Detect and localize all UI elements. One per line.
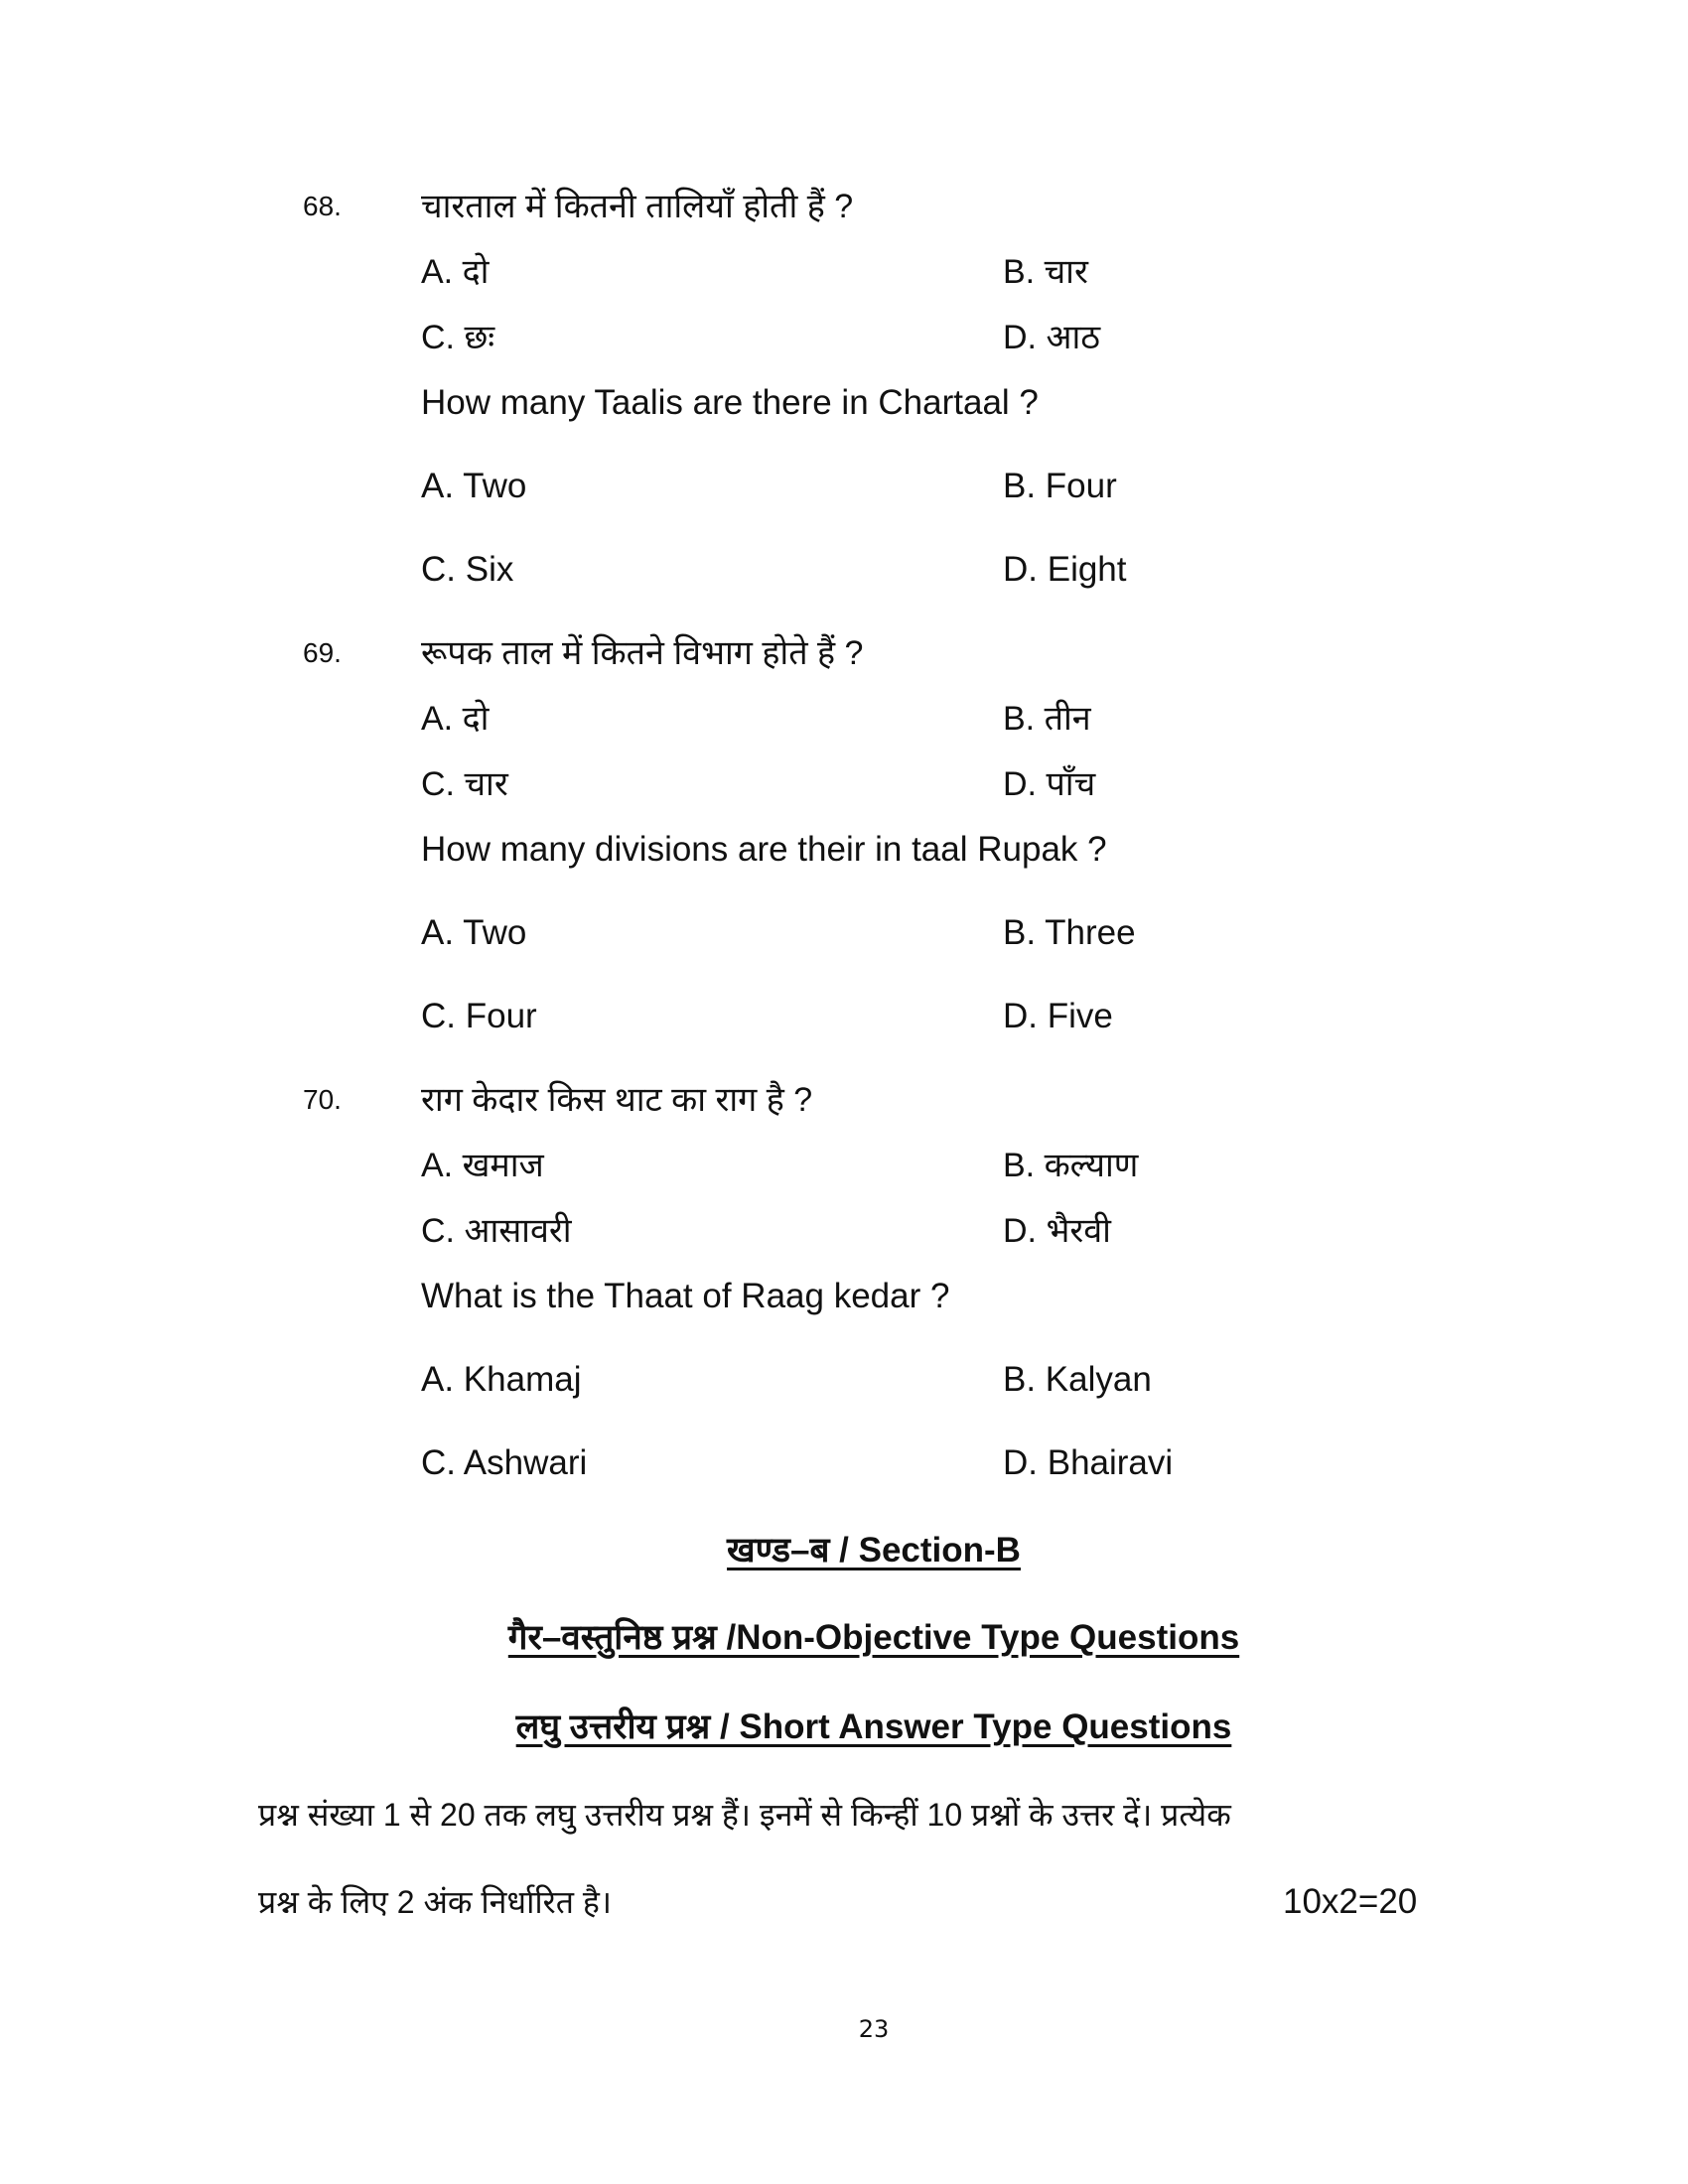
english-question: How many divisions are their in taal Rupak ? [421, 830, 1107, 869]
instruction-line-1: प्रश्न संख्या 1 से 20 तक लघु उत्तरीय प्रश्न हैं। इनमें से किन्हीं 10 प्रश्नों के उत्तर दें। प्रत्येक [258, 1797, 1231, 1833]
english-option-a: A. Two [421, 913, 527, 952]
page-number: 23 [858, 2015, 890, 2043]
question-number: 68. [303, 191, 342, 221]
section-subtitle [0, 1616, 1688, 1660]
hindi-option-d: D. पाँच [1003, 765, 1096, 803]
english-option-c: C. Six [421, 550, 514, 589]
section-title [0, 1529, 1688, 1572]
hindi-option-b: B. तीन [1003, 700, 1091, 738]
hindi-option-d: D. भैरवी [1003, 1212, 1111, 1250]
section-sub-subtitle [0, 1706, 1688, 1749]
section-sub-subtitle-text: लघु उत्तरीय प्रश्न / Short Answer Type Questions [515, 1707, 1232, 1746]
hindi-option-a: A. दो [421, 700, 490, 738]
english-option-c: C. Ashwari [421, 1443, 588, 1482]
hindi-question: चारताल में कितनी तालियाँ होती हैं ? [421, 188, 854, 225]
question-number: 69. [303, 637, 342, 668]
english-question: How many Taalis are there in Chartaal ? [421, 383, 1039, 422]
instruction-line-2: प्रश्न के लिए 2 अंक निर्धारित है। [258, 1884, 613, 1920]
hindi-option-d: D. आठ [1003, 319, 1100, 356]
hindi-option-c: C. छः [421, 319, 495, 356]
hindi-option-c: C. चार [421, 765, 508, 803]
hindi-option-c: C. आसावरी [421, 1212, 572, 1250]
english-option-a: A. Khamaj [421, 1360, 582, 1399]
hindi-question: राग केदार किस थाट का राग है ? [421, 1081, 813, 1119]
english-option-a: A. Two [421, 467, 527, 505]
hindi-question: रूपक ताल में कितने विभाग होते हैं ? [421, 634, 864, 672]
question-number: 70. [303, 1084, 342, 1115]
english-option-b: B. Kalyan [1003, 1360, 1152, 1399]
hindi-option-b: B. कल्याण [1003, 1147, 1139, 1184]
english-option-c: C. Four [421, 997, 537, 1035]
english-option-b: B. Four [1003, 467, 1117, 505]
marks-distribution: 10x2=20 [1283, 1882, 1418, 1921]
english-option-d: D. Five [1003, 997, 1113, 1035]
hindi-option-a: A. खमाज [421, 1147, 544, 1184]
english-option-d: D. Bhairavi [1003, 1443, 1174, 1482]
hindi-option-b: B. चार [1003, 253, 1088, 291]
section-title-text: खण्ड–ब / Section-B [727, 1531, 1021, 1570]
english-option-d: D. Eight [1003, 550, 1127, 589]
english-option-b: B. Three [1003, 913, 1136, 952]
english-question: What is the Thaat of Raag kedar ? [421, 1277, 950, 1315]
hindi-option-a: A. दो [421, 253, 490, 291]
section-subtitle-text: गैर–वस्तुनिष्ठ प्रश्न /Non-Objective Type Questions [507, 1618, 1240, 1657]
